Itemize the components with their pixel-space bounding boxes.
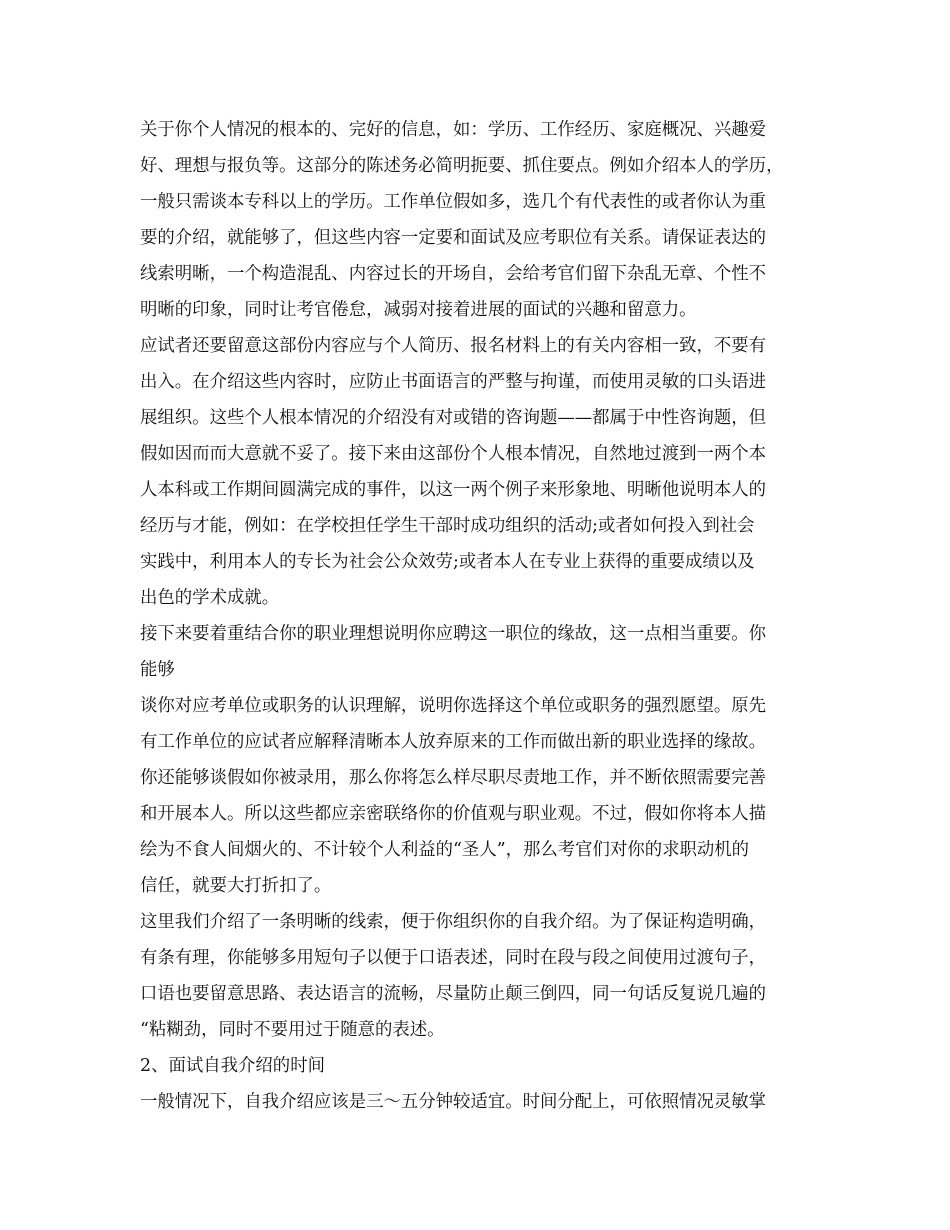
text-line: 展组织。这些个人根本情况的介绍没有对或错的咨询题——都属于中性咨询题，但 xyxy=(140,408,767,428)
text-line: 和开展本人。所以这些都应亲密联络你的价值观与职业观。不过，假如你将本人描 xyxy=(140,804,767,824)
text-line: 经历与才能，例如：在学校担任学生干部时成功组织的活动;或者如何投入到社会 xyxy=(140,516,755,536)
text-line: 绘为不食人间烟火的、不计较个人利益的“圣人”，那么考官们对你的求职动机的 xyxy=(140,840,750,860)
section-heading: 2、面试自我介绍的时间 xyxy=(140,1056,325,1076)
text-line: 信任，就要大打折扣了。 xyxy=(140,876,332,896)
text-line: 要的介绍，就能够了，但这些内容一定要和面试及应考职位有关系。请保证表达的 xyxy=(140,228,767,248)
text-line: 实践中，利用本人的专长为社会公众效劳;或者本人在专业上获得的重要成绩以及 xyxy=(140,552,755,572)
text-line: 有条有理，你能够多用短句子以便于口语表述，同时在段与段之间使用过渡句子， xyxy=(140,948,767,968)
text-line: 好、理想与报负等。这部分的陈述务必简明扼要、抓住要点。例如介绍本人的学历， xyxy=(140,156,784,176)
text-line: 明晰的印象，同时让考官倦怠，减弱对接着进展的面试的兴趣和留意力。 xyxy=(140,300,697,320)
text-line: 接下来要着重结合你的职业理想说明你应聘这一职位的缘故，这一点相当重要。你 xyxy=(140,624,767,644)
text-line: 线索明晰，一个构造混乱、内容过长的开场自，会给考官们留下杂乱无章、个性不 xyxy=(140,264,767,284)
document-body xyxy=(140,112,820,1120)
text-line: 一般只需谈本专科以上的学历。工作单位假如多，选几个有代表性的或者你认为重 xyxy=(140,192,767,212)
text-line: 谈你对应考单位或职务的认识理解，说明你选择这个单位或职务的强烈愿望。原先 xyxy=(140,696,767,716)
text-line: 出入。在介绍这些内容时，应防止书面语言的严整与拘谨，而使用灵敏的口头语进 xyxy=(140,372,767,392)
text-line: 口语也要留意思路、表达语言的流畅，尽量防止颠三倒四，同一句话反复说几遍的 xyxy=(140,984,767,1004)
text-line: 应试者还要留意这部份内容应与个人简历、报名材料上的有关内容相一致，不要有 xyxy=(140,336,767,356)
text-line: 一般情况下，自我介绍应该是三～五分钟较适宜。时间分配上，可依照情况灵敏掌 xyxy=(140,1092,767,1112)
text-line: “粘糊劲，同时不要用过于随意的表述。 xyxy=(140,1020,445,1040)
text-line: 有工作单位的应试者应解释清晰本人放弃原来的工作而做出新的职业选择的缘故。 xyxy=(140,732,767,752)
text-line: 人本科或工作期间圆满完成的事件，以这一两个例子来形象地、明晰他说明本人的 xyxy=(140,480,767,500)
text-line: 出色的学术成就。 xyxy=(140,588,280,608)
text-line: 关于你个人情况的根本的、完好的信息，如：学历、工作经历、家庭概况、兴趣爱 xyxy=(140,120,767,140)
text-line: 你还能够谈假如你被录用，那么你将怎么样尽职尽责地工作，并不断依照需要完善 xyxy=(140,768,767,788)
text-line: 这里我们介绍了一条明晰的线索，便于你组织你的自我介绍。为了保证构造明确， xyxy=(140,912,767,932)
text-line: 假如因而而大意就不妥了。接下来由这部份个人根本情况，自然地过渡到一两个本 xyxy=(140,444,767,464)
text-line: 能够 xyxy=(140,660,175,680)
